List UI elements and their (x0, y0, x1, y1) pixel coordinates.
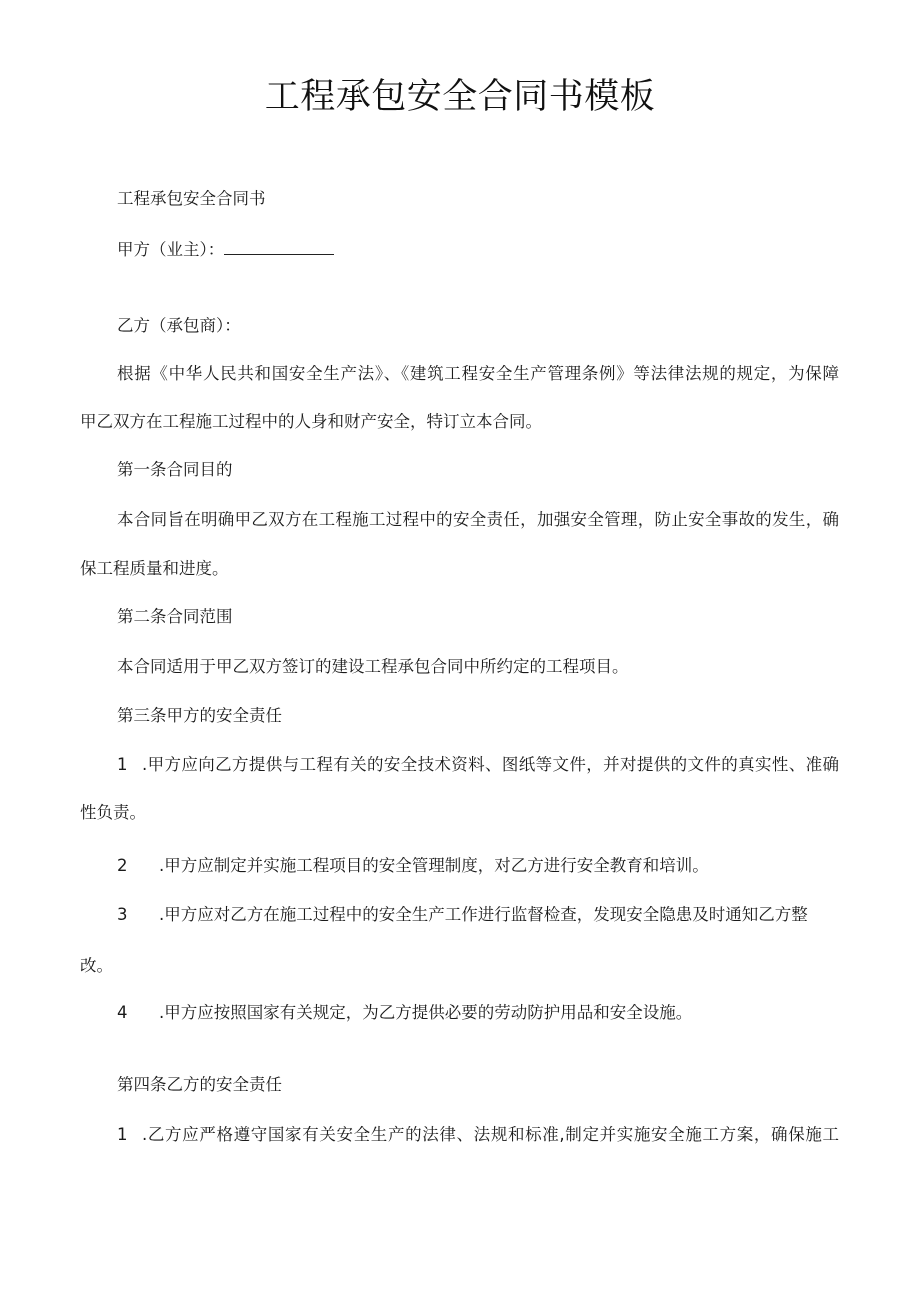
item-text: .甲方应制定并实施工程项目的安全管理制度，对乙方进行安全教育和培训。 (159, 856, 709, 875)
document-subtitle: 工程承包安全合同书 (117, 189, 266, 208)
article-1-heading: 第一条合同目的 (117, 460, 233, 479)
party-b-label: 乙方（承包商）： (117, 316, 241, 335)
item-text: .甲方应对乙方在施工过程中的安全生产工作进行监督检查，发现安全隐患及时通知乙方整 (159, 905, 808, 924)
article-3-item-3-line-1 (117, 903, 808, 927)
party-a-line (117, 238, 334, 262)
preamble-line-1: 根据《中华人民共和国安全生产法》、《建筑工程安全生产管理条例》等法律法规的规定，为保障 (117, 364, 839, 383)
article-1-text-line-2: 保工程质量和进度。 (80, 559, 229, 578)
article-2-text: 本合同适用于甲乙双方签订的建设工程承包合同中所约定的工程项目。 (117, 657, 629, 676)
article-3-item-4 (117, 1001, 692, 1025)
item-text: .甲方应向乙方提供与工程有关的安全技术资料、图纸等文件，并对提供的文件的真实性、准确 (142, 755, 839, 774)
article-3-item-1-line-1 (117, 753, 839, 777)
article-1-text-line-1: 本合同旨在明确甲乙双方在工程施工过程中的安全责任，加强安全管理，防止安全事故的发生，确 (117, 510, 839, 529)
preamble-line-2: 甲乙双方在工程施工过程中的人身和财产安全，特订立本合同。 (80, 412, 542, 431)
item-text: .甲方应按照国家有关规定，为乙方提供必要的劳动防护用品和安全设施。 (159, 1003, 693, 1022)
article-2-heading: 第二条合同范围 (117, 607, 233, 626)
page-title: 工程承包安全合同书模板 (264, 77, 656, 117)
item-number: 2 (117, 856, 128, 875)
item-text: .乙方应严格遵守国家有关安全生产的法律、法规和标准,制定并实施安全施工方案，确保施工 (142, 1125, 839, 1144)
party-a-label: 甲方（业主）： (117, 240, 225, 259)
item-number: 1 (117, 1125, 128, 1144)
article-4-item-1-line-1 (117, 1123, 839, 1147)
article-3-item-2 (117, 854, 709, 878)
article-3-item-3-line-2: 改。 (80, 956, 113, 975)
article-4-heading: 第四条乙方的安全责任 (117, 1075, 282, 1094)
article-3-item-1-line-2: 性负责。 (80, 803, 146, 822)
item-number: 3 (117, 905, 128, 924)
party-a-blank (224, 238, 334, 255)
item-number: 1 (117, 755, 128, 774)
article-3-heading: 第三条甲方的安全责任 (117, 706, 282, 725)
item-number: 4 (117, 1003, 128, 1022)
